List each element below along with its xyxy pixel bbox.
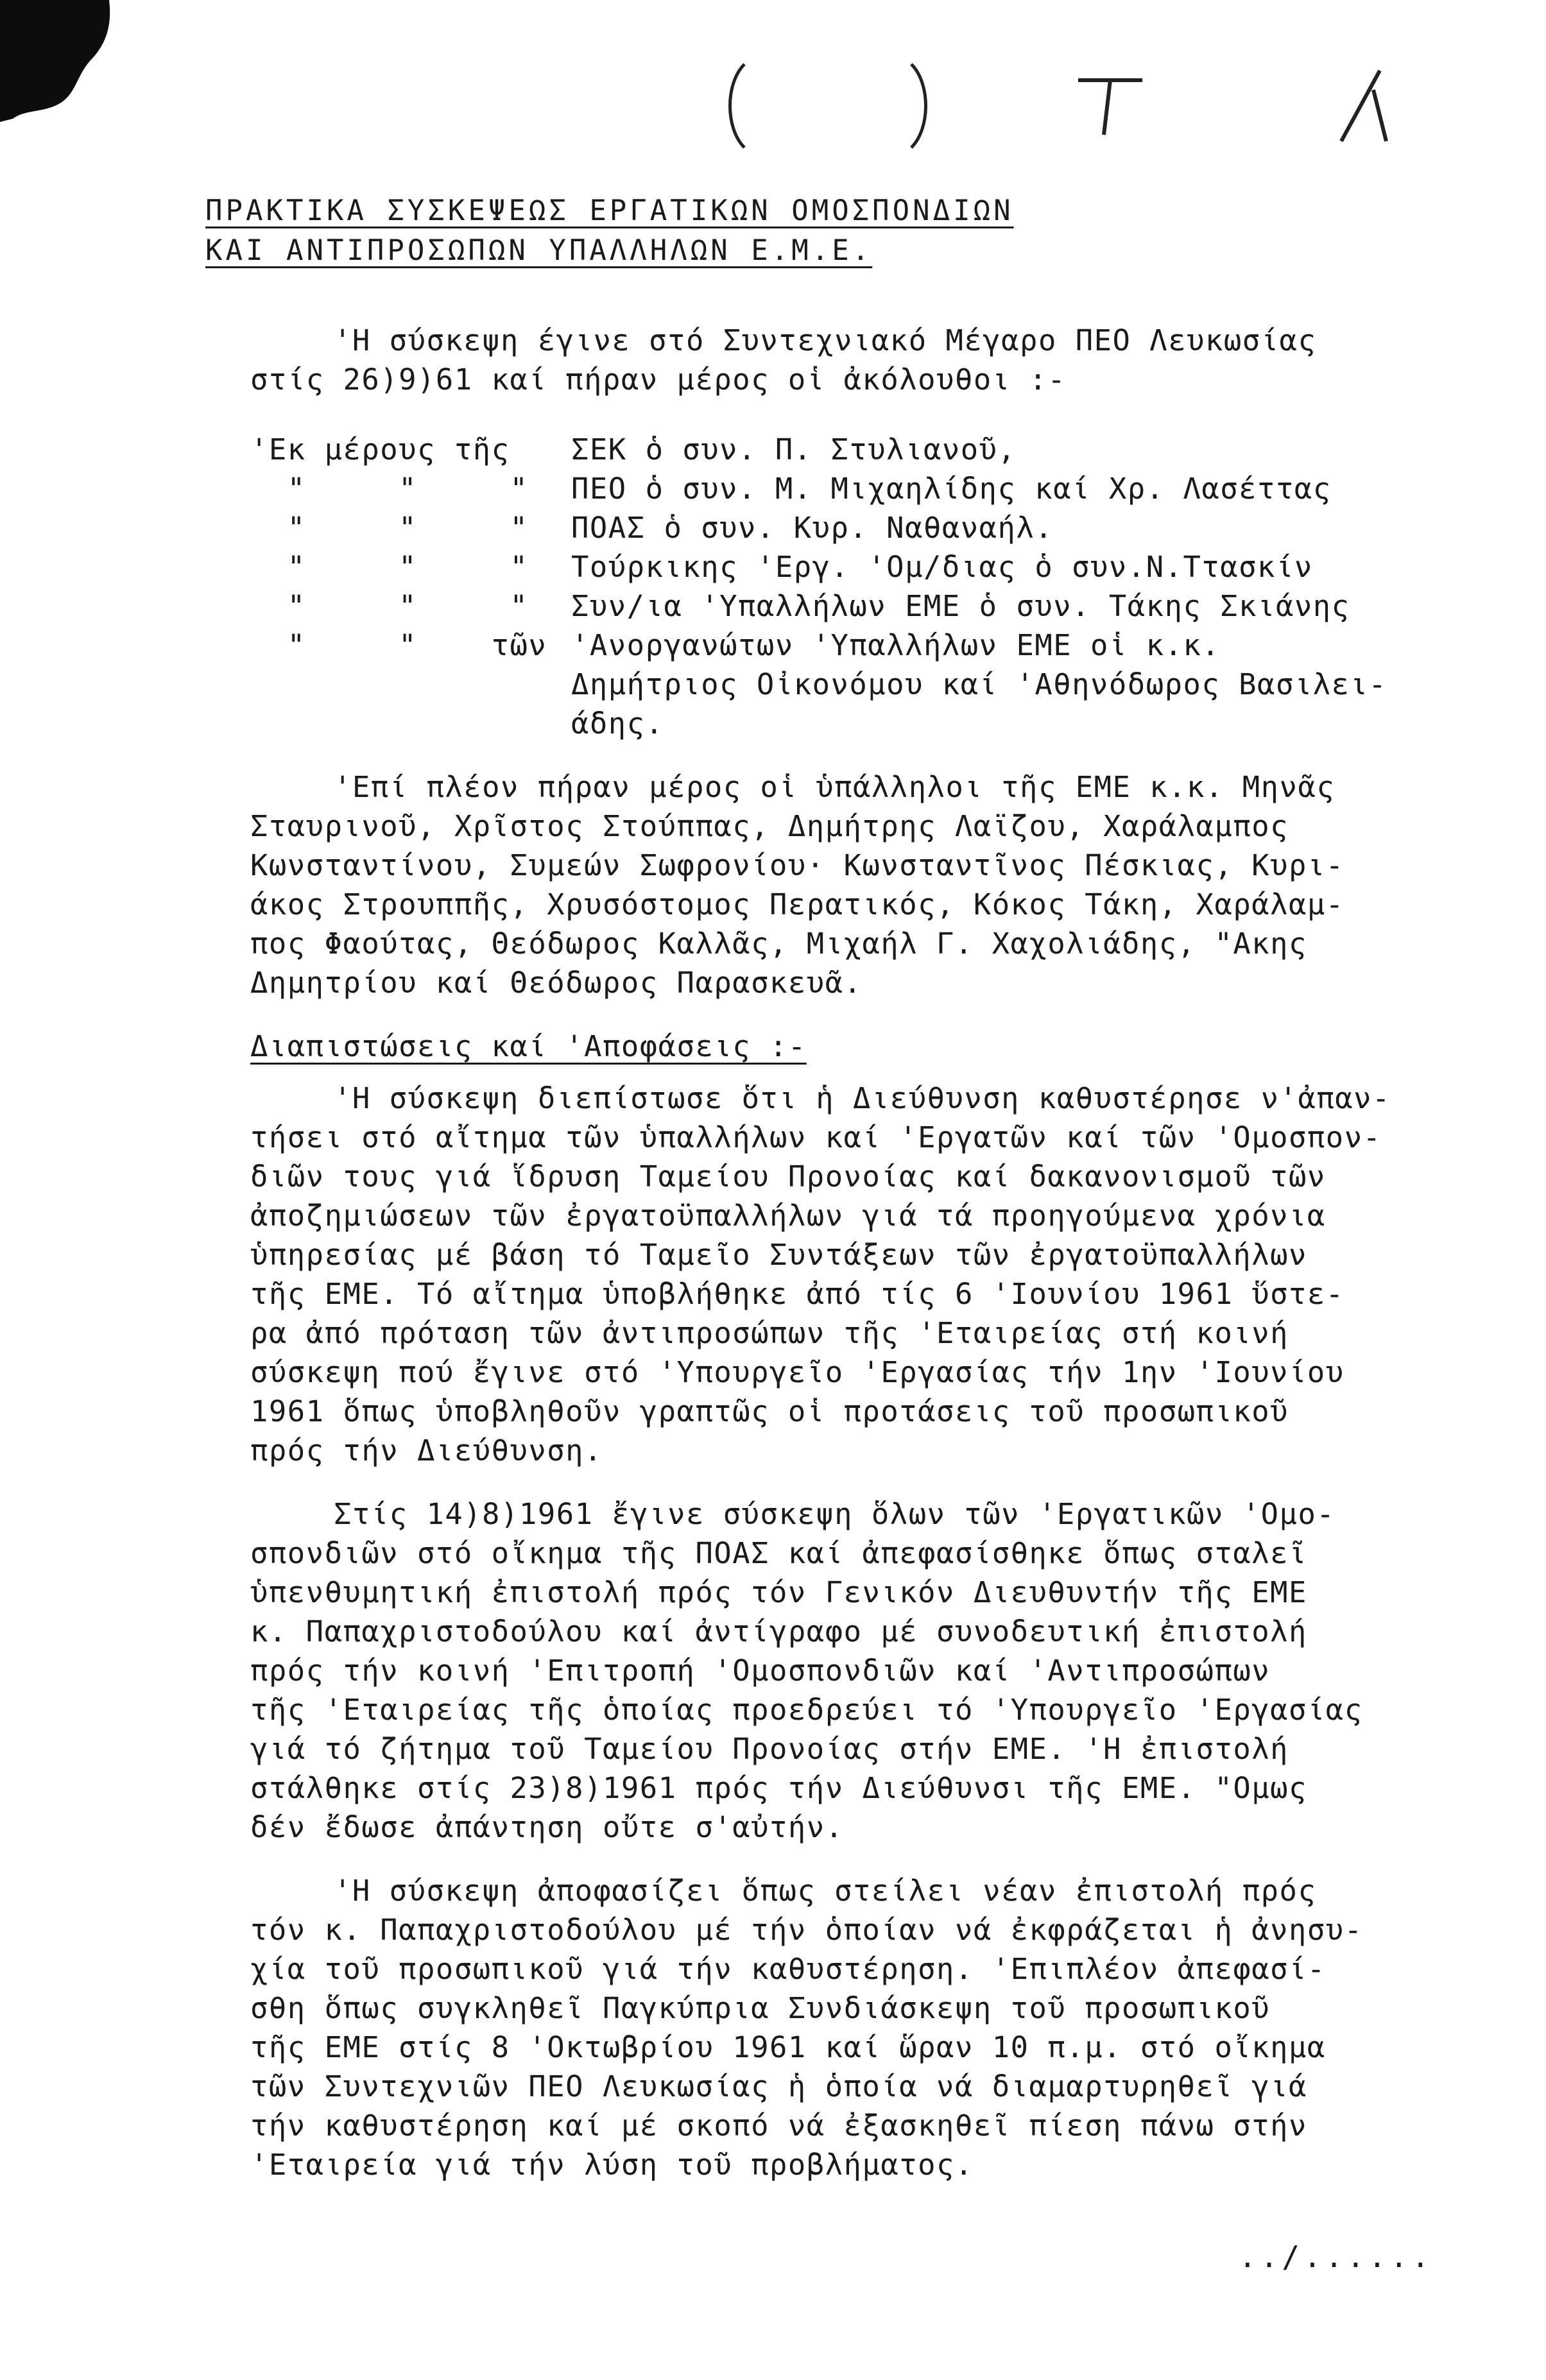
attendee-text: ΣΕΚ ὁ συν. Π. Στυλιανοῦ,	[571, 432, 1017, 467]
paragraph-findings	[250, 1079, 1457, 1470]
paragraph-line: κ. Παπαχριστοδούλου καί ἀντίγραφο μέ συνοδευτική ἐπιστολή	[250, 1614, 1307, 1648]
attendee-text: Δημήτριος Οἰκονόμου καί 'Αθηνόδωρος Βασιλει-	[571, 667, 1387, 701]
paragraph-meeting	[250, 1494, 1457, 1847]
attendee-lead	[250, 665, 571, 704]
paragraph-line: Στίς 14)8)1961 ἔγινε σύσκεψη ὅλων τῶν 'Εργατικῶν 'Ομο-	[334, 1497, 1336, 1531]
paragraph-line: τῶν Συντεχνιῶν ΠΕΟ Λευκωσίας ἡ ὁποία νά διαμαρτυρηθεῖ γιά	[250, 2069, 1307, 2103]
attendee-row	[250, 547, 1457, 586]
paragraph-line: τήσει στό αἴτημα τῶν ὑπαλλήλων καί 'Εργατῶν καί τῶν 'Ομοσπον-	[250, 1120, 1382, 1154]
attendee-row	[250, 704, 1457, 743]
document-title	[205, 191, 1412, 271]
attendee-text: ΠΟΑΣ ὁ συν. Κυρ. Ναθαναήλ.	[571, 511, 1054, 545]
paragraph-line: ὑπενθυμητική ἐπιστολή πρός τόν Γενικόν Διευθυντήν τῆς ΕΜΕ	[250, 1575, 1307, 1609]
paragraph-line: 'Η σύσκεψη διεπίστωσε ὅτι ἡ Διεύθυνση καθυστέρησε ν'ἀπαν-	[334, 1081, 1391, 1115]
paragraph-line: 'Επί πλέον πήραν μέρος οἱ ὑπάλληλοι τῆς ΕΜΕ κ.κ. Μηνᾶς	[334, 770, 1336, 804]
paragraph-line: στάλθηκε στίς 23)8)1961 πρός τήν Διεύθυνσι τῆς ΕΜΕ. "Ομως	[250, 1771, 1307, 1805]
paragraph-line: ρα ἀπό πρόταση τῶν ἀντιπροσώπων τῆς 'Εταιρείας στή κοινή	[250, 1316, 1289, 1350]
attendee-text: 'Ανοργανώτων 'Υπαλλήλων ΕΜΕ οἱ κ.κ.	[571, 628, 1221, 662]
paragraph-line: 1961 ὅπως ὑποβληθοῦν γραπτῶς οἱ προτάσεις τοῦ προσωπικοῦ	[250, 1394, 1289, 1428]
paragraph-line: πος Φαούτας, Θεόδωρος Καλλᾶς, Μιχαήλ Γ. Χαχολιάδης, "Ακης	[250, 927, 1307, 961]
section-heading	[250, 1027, 1457, 1066]
paragraph-line: ὑπηρεσίας μέ βάση τό Ταμεῖο Συντάξεων τῶν ἐργατοϋπαλλήλων	[250, 1238, 1307, 1272]
paragraph-line: δέν ἔδωσε ἀπάντηση οὔτε σ'αὐτήν.	[250, 1810, 844, 1844]
paragraph-line: 'Εταιρεία γιά τήν λύση τοῦ προβλήματος.	[250, 2148, 974, 2182]
paragraph-line: άκος Στρουππῆς, Χρυσόστομος Περατικός, Κόκος Τάκη, Χαράλαμ-	[250, 887, 1344, 921]
attendee-text: Τούρκικης 'Εργ. 'Ομ/διας ὁ συν.Ν.Ττασκίν	[571, 550, 1313, 584]
paragraph-line: τήν καθυστέρηση καί μέ σκοπό νά ἐξασκηθεῖ πίεση πάνω στήν	[250, 2109, 1307, 2143]
paragraph-line: σθη ὅπως συγκληθεῖ Παγκύπρια Συνδιάσκεψη τοῦ προσωπικοῦ	[250, 1991, 1271, 2025]
attendee-row	[250, 430, 1457, 469]
document-body	[250, 321, 1457, 2184]
attendee-lead: 'Εκ μέρους τῆς	[250, 432, 510, 467]
paragraph-line: ἀποζημιώσεων τῶν ἐργατοϋπαλλήλων γιά τά προηγούμενα χρόνια	[250, 1199, 1326, 1233]
attendee-list	[250, 430, 1457, 743]
title-line-2: ΚΑΙ ΑΝΤΙΠΡΟΣΩΠΩΝ ΥΠΑΛΛΗΛΩΝ Ε.Μ.Ε.	[205, 234, 873, 267]
attendee-text: άδης.	[571, 706, 664, 741]
title-line-1: ΠΡΑΚΤΙΚΑ ΣΥΣΚΕΨΕΩΣ ΕΡΓΑΤΙΚΩΝ ΟΜΟΣΠΟΝΔΙΩΝ	[205, 194, 1014, 227]
paragraph-line: 'Η σύσκεψη ἀποφασίζει ὅπως στείλει νέαν ἐπιστολή πρός	[334, 1874, 1317, 1908]
section-heading-text: Διαπιστώσεις καί 'Αποφάσεις :-	[250, 1029, 807, 1063]
paragraph-line: διῶν τους γιά ἵδρυση Ταμείου Προνοίας καί δακανονισμοῦ τῶν	[250, 1160, 1326, 1194]
paragraph-line: χία τοῦ προσωπικοῦ γιά τήν καθυστέρηση. 'Επιπλέον ἀπεφασί-	[250, 1952, 1326, 1986]
handwritten-annotation	[719, 45, 1489, 173]
paragraph-line: Κωνσταντίνου, Συμεών Σωφρονίου· Κωνσταντῖνος Πέσκιας, Κυρι-	[250, 848, 1344, 882]
attendee-lead: " " "	[250, 589, 529, 623]
paragraph-line: Σταυρινοῦ, Χρῖστος Στούππας, Δημήτρης Λαϊζου, Χαράλαμπος	[250, 809, 1289, 843]
attendee-lead	[250, 704, 571, 743]
attendee-row	[250, 665, 1457, 704]
paragraph-line: τῆς 'Εταιρείας τῆς ὁποίας προεδρεύει τό 'Υπουργεῖο 'Εργασίας	[250, 1693, 1363, 1727]
paragraph-line: πρός τήν Διεύθυνση.	[250, 1434, 603, 1468]
attendee-lead: " " "	[250, 550, 529, 584]
paragraph-line: τόν κ. Παπαχριστοδούλου μέ τήν ὁποίαν νά ἐκφράζεται ἡ ἀνησυ-	[250, 1913, 1363, 1947]
attendee-lead: " " τῶν	[250, 628, 547, 662]
intro-line: 'Η σύσκεψη έγινε στό Συντεχνιακό Μέγαρο ΠΕΟ Λευκωσίας	[334, 323, 1317, 357]
paragraph-line: σύσκεψη πού ἔγινε στό 'Υπουργεῖο 'Εργασίας τήν 1ην 'Ιουνίου	[250, 1355, 1344, 1389]
attendee-lead: " " "	[250, 472, 529, 506]
ink-blot-mark	[0, 0, 122, 122]
attendee-lead: " " "	[250, 511, 529, 545]
attendee-row	[250, 586, 1457, 626]
paragraph-line: σπονδιῶν στό οἴκημα τῆς ΠΟΑΣ καί ἀπεφασίσθηκε ὅπως σταλεῖ	[250, 1536, 1307, 1570]
attendee-text: Συν/ια 'Υπαλλήλων ΕΜΕ ὁ συν. Τάκης Σκιάνης	[571, 589, 1350, 623]
paragraph-line: τῆς ΕΜΕ. Τό αἴτημα ὑποβλήθηκε ἀπό τίς 6 'Ιουνίου 1961 ὕστε-	[250, 1277, 1344, 1311]
page-continuation-mark: ../......	[1239, 2239, 1434, 2274]
attendee-text: ΠΕΟ ὁ συν. Μ. Μιχαηλίδης καί Χρ. Λασέττας	[571, 472, 1332, 506]
participants-paragraph	[250, 767, 1457, 1002]
paragraph-decision	[250, 1871, 1457, 2184]
attendee-row	[250, 508, 1457, 547]
attendee-row	[250, 626, 1457, 665]
paragraph-line: γιά τό ζήτημα τοῦ Ταμείου Προνοίας στήν ΕΜΕ. 'Η ἐπιστολή	[250, 1732, 1289, 1766]
attendee-row	[250, 469, 1457, 508]
paragraph-line: τῆς ΕΜΕ στίς 8 'Οκτωβρίου 1961 καί ὥραν 10 π.μ. στό οἴκημα	[250, 2030, 1326, 2064]
paragraph-line: Δημητρίου καί Θεόδωρος Παρασκευᾶ.	[250, 966, 863, 1000]
paragraph-line: πρός τήν κοινή 'Επιτροπή 'Ομοσπονδιῶν καί 'Αντιπροσώπων	[250, 1654, 1271, 1688]
intro-line: στίς 26)9)61 καί πήραν μέρος οἱ ἀκόλουθοι :-	[250, 363, 1067, 397]
